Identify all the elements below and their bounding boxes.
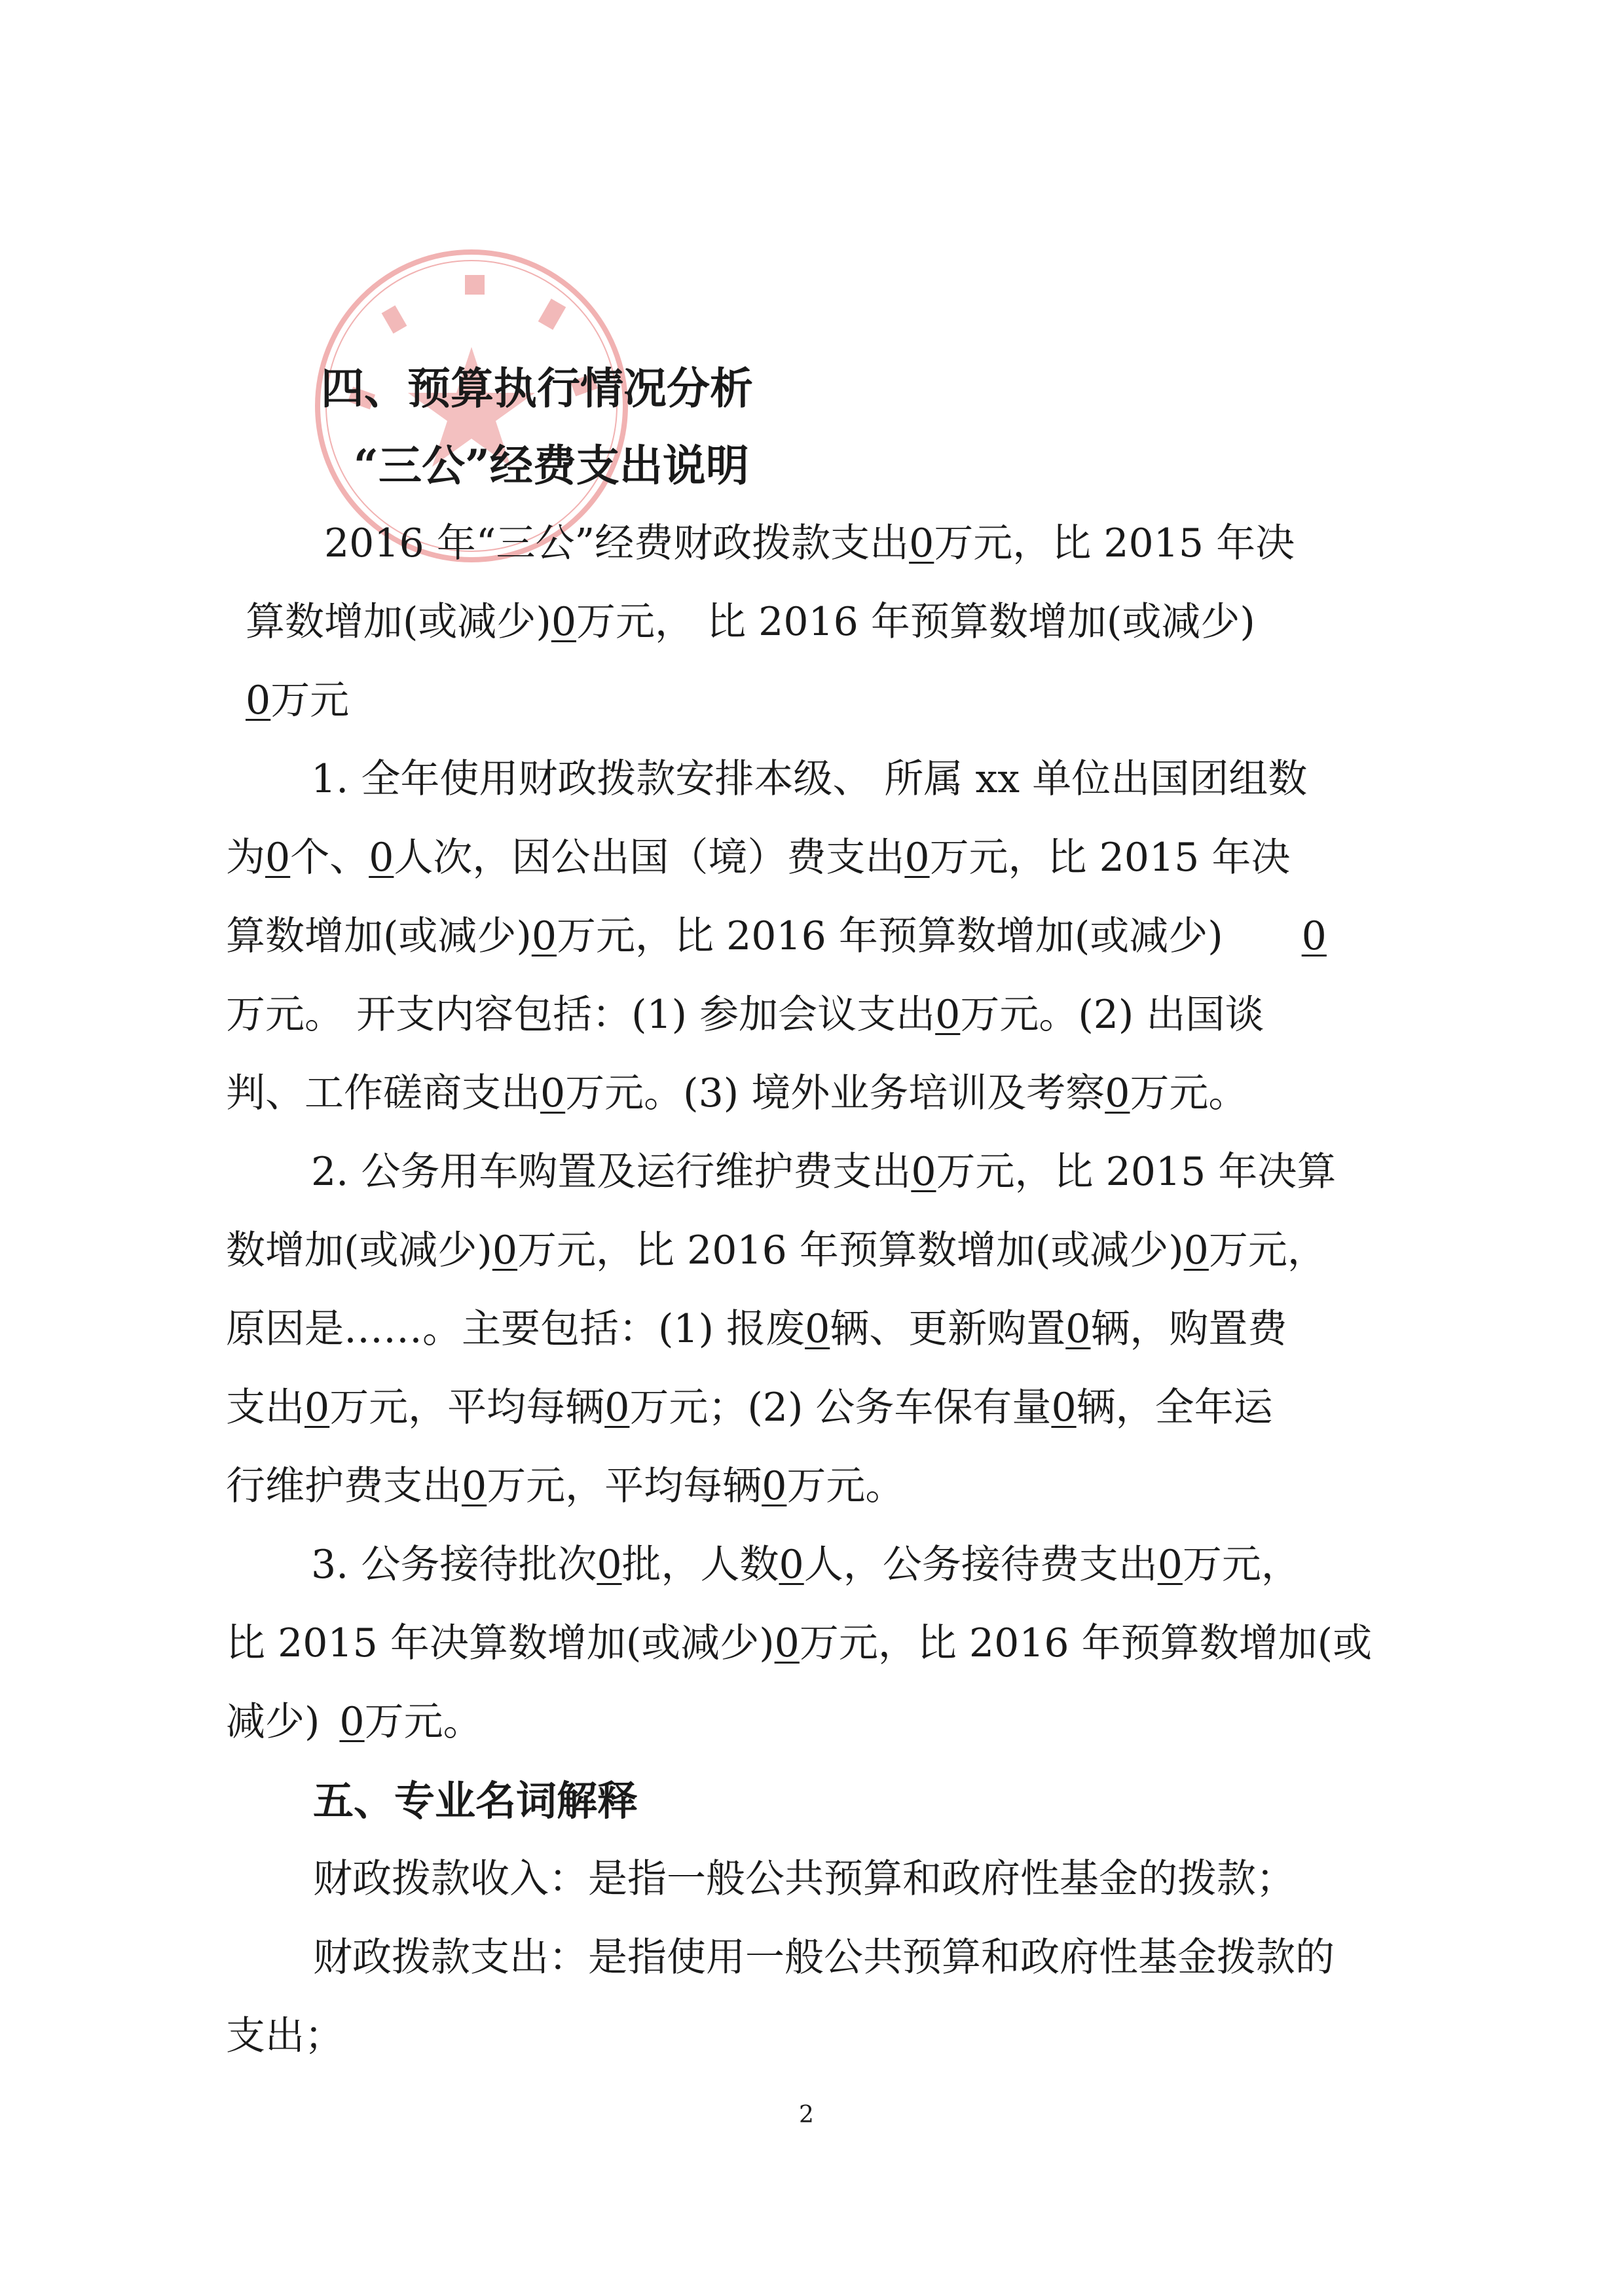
value-field: 0	[762, 1463, 787, 1509]
value-field	[320, 1699, 364, 1745]
main-paragraph-line-2	[246, 599, 1255, 645]
text: 判、工作磋商支出	[226, 1070, 540, 1116]
value-text: 0	[339, 1699, 365, 1745]
sangong-title: “三公”经费支出说明	[354, 440, 749, 491]
value-field: 0	[1051, 1385, 1077, 1430]
glossary-item-1: 财政拨款收入：是指一般公共预算和政府性基金的拨款；	[313, 1856, 1295, 1902]
text: 行维护费支出	[226, 1463, 462, 1509]
text: 辆，全年运	[1076, 1385, 1273, 1430]
text: 算数增加(或减少)	[246, 599, 551, 645]
text: 万元。	[1130, 1070, 1248, 1116]
section-five-title: 五、专业名词解释	[313, 1777, 638, 1825]
text: 个、	[290, 835, 369, 881]
item2-line-2	[226, 1228, 1327, 1273]
text: 万元；(2) 公务车保有量	[629, 1385, 1052, 1430]
text: 万元。	[364, 1699, 483, 1745]
value-field	[1223, 913, 1327, 959]
text: 万元。	[786, 1463, 905, 1509]
glossary-item-2: 财政拨款支出：是指使用一般公共预算和政府性基金拨款的	[313, 1935, 1335, 1980]
glossary-item-2-continued: 支出；	[226, 2013, 344, 2059]
item1-line-1: 1. 全年使用财政拨款安排本级、 所属 xx 单位出国团组数	[311, 756, 1308, 802]
text: 万元，比 2016 年预算数增加(或减少)	[517, 1228, 1184, 1273]
text: 万元	[270, 678, 350, 723]
text: 万元。 开支内容包括：(1) 参加会议支出	[226, 992, 936, 1038]
item2-line-5	[226, 1463, 905, 1509]
text: 万元，平均每辆	[487, 1463, 762, 1509]
item2-line-3	[226, 1306, 1287, 1352]
value-field: 0	[492, 1228, 518, 1273]
text: 万元，比 2015 年决	[934, 520, 1295, 566]
text: 减少)	[226, 1699, 320, 1745]
text: 为	[226, 835, 265, 881]
value-field: 0	[265, 835, 291, 881]
text: 支出	[226, 1385, 304, 1430]
value-field: 0	[1105, 1070, 1130, 1116]
item3-line-1	[311, 1542, 1301, 1588]
value-field: 0	[935, 992, 961, 1038]
value-field: 0	[597, 1542, 622, 1588]
text: 万元，比 2016 年预算数增加(或	[799, 1620, 1373, 1666]
main-paragraph-line-3	[246, 678, 350, 723]
value-field: 0	[304, 1385, 330, 1430]
text: 万元， 比 2016 年预算数增加(或减少)	[576, 599, 1255, 645]
value-field: 0	[1157, 1542, 1183, 1588]
main-paragraph-line-1	[324, 520, 1295, 566]
text: 人，公务接待费支出	[803, 1542, 1158, 1588]
item3-line-2	[226, 1620, 1373, 1666]
value-field: 0	[911, 1149, 936, 1195]
item3-line-3	[226, 1699, 483, 1745]
value-field: 0	[904, 835, 930, 881]
text: 原因是……。主要包括：(1) 报废	[226, 1306, 805, 1352]
text: 万元。(3) 境外业务培训及考察	[565, 1070, 1105, 1116]
page-number: 2	[799, 2102, 814, 2128]
text: 算数增加(或减少)	[226, 913, 532, 959]
value-field: 0	[805, 1306, 830, 1352]
text: 万元，比 2016 年预算数增加(或减少)	[557, 913, 1223, 959]
value-field: 0	[551, 599, 577, 645]
item1-line-3	[226, 913, 1327, 959]
value-field: 0	[246, 678, 271, 723]
item1-line-2	[226, 835, 1291, 881]
item2-line-4	[226, 1385, 1273, 1430]
value-field: 0	[779, 1542, 804, 1588]
text: 比 2015 年决算数增加(或减少)	[226, 1620, 775, 1666]
text: 万元，	[1182, 1542, 1301, 1588]
item1-line-5	[226, 1070, 1248, 1116]
text: 辆、更新购置	[830, 1306, 1066, 1352]
text: 批，人数	[621, 1542, 779, 1588]
text: 万元，比 2015 年决	[929, 835, 1291, 881]
value-field: 0	[369, 835, 394, 881]
section-four-title: 四、预算执行情况分析	[321, 363, 753, 414]
value-field: 0	[1065, 1306, 1091, 1352]
item1-line-4	[226, 992, 1264, 1038]
text: 万元，	[1208, 1228, 1327, 1273]
value-text: 0	[1301, 913, 1327, 959]
text: 2. 公务用车购置及运行维护费支出	[311, 1149, 912, 1195]
text: 人次，因公出国（境）费支出	[394, 835, 905, 881]
item2-line-1	[311, 1149, 1337, 1195]
value-field: 0	[604, 1385, 630, 1430]
value-field: 0	[462, 1463, 487, 1509]
text: 辆，购置费	[1090, 1306, 1287, 1352]
text: 万元。(2) 出国谈	[960, 992, 1264, 1038]
text: 万元，比 2015 年决算	[936, 1149, 1337, 1195]
value-field: 0	[774, 1620, 800, 1666]
text: 2016 年“三公”经费财政拨款支出	[324, 520, 910, 566]
value-field: 0	[540, 1070, 566, 1116]
value-field: 0	[531, 913, 557, 959]
value-field: 0	[1183, 1228, 1209, 1273]
text: 万元，平均每辆	[329, 1385, 605, 1430]
value-field: 0	[909, 520, 934, 566]
text: 3. 公务接待批次	[311, 1542, 597, 1588]
text: 数增加(或减少)	[226, 1228, 492, 1273]
